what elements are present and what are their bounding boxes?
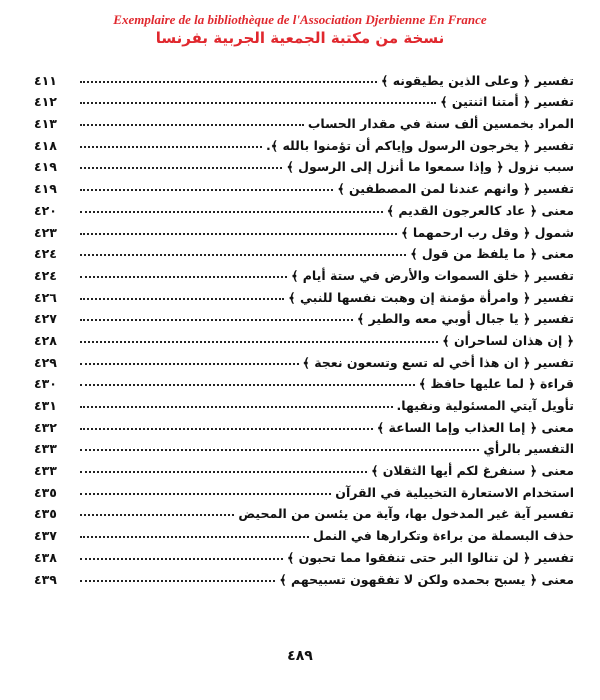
toc-entry-page: ٤٢٣ [34, 224, 57, 240]
toc-entry-title: تفسير آية غير المدخول بها، وآية من يئسن من المحيض [238, 506, 574, 522]
toc-entry [34, 413, 574, 435]
dot-leader [80, 189, 333, 191]
toc-entry-title: شمول ﴿ وقل رب ارحمهما ﴾ [401, 224, 574, 240]
toc-entry-title: تفسير ﴿ خلق السموات والأرض في ستة أيام ﴾ [291, 267, 574, 283]
toc-entry [34, 66, 574, 88]
toc-entry-page: ٤٢٨ [34, 332, 57, 348]
toc-entry [34, 435, 574, 457]
toc-entry [34, 543, 574, 565]
dot-leader [80, 428, 373, 430]
dot-leader [80, 558, 283, 560]
toc-entry [34, 88, 574, 110]
dot-leader [80, 298, 284, 300]
dot-leader [80, 449, 479, 451]
toc-entry-page: ٤١٩ [34, 159, 57, 175]
dot-leader [80, 233, 397, 235]
toc-entry-page: ٤٢٤ [34, 246, 57, 262]
toc-entry-page: ٤٢٦ [34, 289, 57, 305]
toc-entry [34, 456, 574, 478]
dot-leader [80, 276, 287, 278]
dot-leader [80, 514, 234, 516]
toc-entry [34, 240, 574, 262]
dot-leader [80, 146, 262, 148]
dot-leader [80, 211, 383, 213]
dot-leader [80, 580, 275, 582]
toc-entry-title: تفسير ﴿ يخرجون الرسول وإياكم أن تؤمنوا بالله ﴾. [266, 137, 574, 153]
toc-entry-page: ٤١٢ [34, 94, 57, 110]
toc-entry [34, 261, 574, 283]
dot-leader [80, 167, 282, 169]
library-stamp-header [0, 12, 600, 48]
header-arabic-text: نسخة من مكتبة الجمعية الجربية بفرنسا [155, 29, 445, 47]
dot-leader [80, 406, 393, 408]
toc-entry [34, 478, 574, 500]
toc-entry-page: ٤١٩ [34, 181, 57, 197]
toc-entry [34, 521, 574, 543]
toc-entry-title: معنى ﴿ سنفرغ لكم أيها الثقلان ﴾ [371, 463, 574, 479]
toc-entry [34, 109, 574, 131]
toc-entry-page: ٤١٨ [34, 137, 57, 153]
page-number: ٤٨٩ [287, 648, 313, 664]
toc-entry-title: سبب نزول ﴿ وإذا سمعوا ما أنزل إلى الرسول ﴾ [286, 159, 574, 175]
toc-entry-page: ٤٣٢ [34, 419, 57, 435]
toc-entry-title: تفسير ﴿ وانهم عندنا لمن المصطفين ﴾ [337, 181, 574, 197]
toc-entry [34, 348, 574, 370]
dot-leader [80, 254, 406, 256]
toc-entry-page: ٤٣٥ [34, 506, 57, 522]
header-french-text: Exemplaire de la bibliothèque de l'Association Djerbienne En France [113, 12, 487, 27]
toc-entry [34, 305, 574, 327]
toc-entry-title: ﴿ إن هذان لساحران ﴾ [442, 332, 574, 348]
toc-entry-title: معنى ﴿ عاد كالعرجون القديم ﴾ [386, 202, 574, 218]
toc-entry-page: ٤٢٧ [34, 311, 57, 327]
toc-entry-page: ٤١١ [34, 72, 57, 88]
toc-entry-page: ٤٣٣ [34, 463, 57, 479]
toc-entry [34, 500, 574, 522]
dot-leader [80, 471, 367, 473]
dot-leader [80, 363, 299, 365]
toc-entry-page: ٤٢٩ [34, 354, 57, 370]
toc-entry [34, 326, 574, 348]
toc-entry-title: معنى ﴿ يسبح بحمده ولكن لا تفقهون تسبيحهم ﴾ [279, 571, 574, 587]
toc-entry [34, 196, 574, 218]
toc-entry-title: تفسير ﴿ وعلى الذين يطيقونه ﴾ [381, 72, 574, 88]
toc-entry-title: معنى ﴿ إما العذاب وإما الساعة ﴾ [376, 419, 574, 435]
toc-entry-page: ٤٢٠ [34, 202, 57, 218]
dot-leader [80, 319, 353, 321]
toc-entry-page: ٤٣٨ [34, 549, 57, 565]
dot-leader [80, 102, 436, 104]
toc-entry-page: ٤٣٣ [34, 441, 57, 457]
toc-entry-title: المراد بخمسين ألف سنة في مقدار الحساب [307, 116, 574, 132]
toc-entry [34, 283, 574, 305]
toc-entry-title: تفسير ﴿ وامرأة مؤمنة إن وهبت نفسها للنبي ﴾ [288, 289, 574, 305]
toc-entry [34, 218, 574, 240]
dot-leader [80, 384, 415, 386]
dot-leader [80, 124, 304, 126]
toc-entry-page: ٤٣٥ [34, 484, 57, 500]
toc-entry-title: تفسير ﴿ لن تنالوا البر حتى تنفقوا مما تحبون ﴾ [287, 549, 574, 565]
toc-entry-title: استخدام الاستعارة التخييلية في القرآن [335, 484, 574, 500]
toc-entry [34, 370, 574, 392]
table-of-contents [34, 66, 574, 587]
toc-entry-title: قراءة ﴿ لما عليها حافظ ﴾ [418, 376, 574, 392]
toc-entry-page: ٤٣٠ [34, 376, 57, 392]
toc-entry-title: تفسير ﴿ ان هذا أخي له تسع وتسعون نعجة ﴾ [302, 354, 574, 370]
toc-entry-page: ٤٢٤ [34, 267, 57, 283]
toc-entry-page: ٤٣١ [34, 398, 57, 413]
toc-entry-title: حذف البسملة من براءة وتكرارها في النمل [312, 528, 574, 544]
toc-entry [34, 565, 574, 587]
toc-entry-title: تأويل آيتي المسئولية ونفيها. [396, 398, 574, 413]
dot-leader [80, 536, 309, 538]
toc-entry [34, 153, 574, 175]
dot-leader [80, 81, 377, 83]
dot-leader [80, 341, 438, 343]
toc-entry-title: تفسير ﴿ أمتنا اثنتين ﴾ [440, 94, 574, 110]
toc-entry [34, 131, 574, 153]
toc-entry-title: معنى ﴿ ما يلفظ من قول ﴾ [410, 246, 574, 262]
toc-entry-page: ٤١٣ [34, 116, 57, 132]
toc-entry-title: تفسير ﴿ يا جبال أوبي معه والطير ﴾ [356, 311, 574, 327]
toc-entry-page: ٤٣٩ [34, 571, 57, 587]
toc-entry [34, 174, 574, 196]
dot-leader [80, 493, 331, 495]
toc-entry [34, 391, 574, 413]
toc-entry-title: التفسير بالرأي [483, 441, 574, 457]
toc-entry-page: ٤٣٧ [34, 528, 57, 544]
